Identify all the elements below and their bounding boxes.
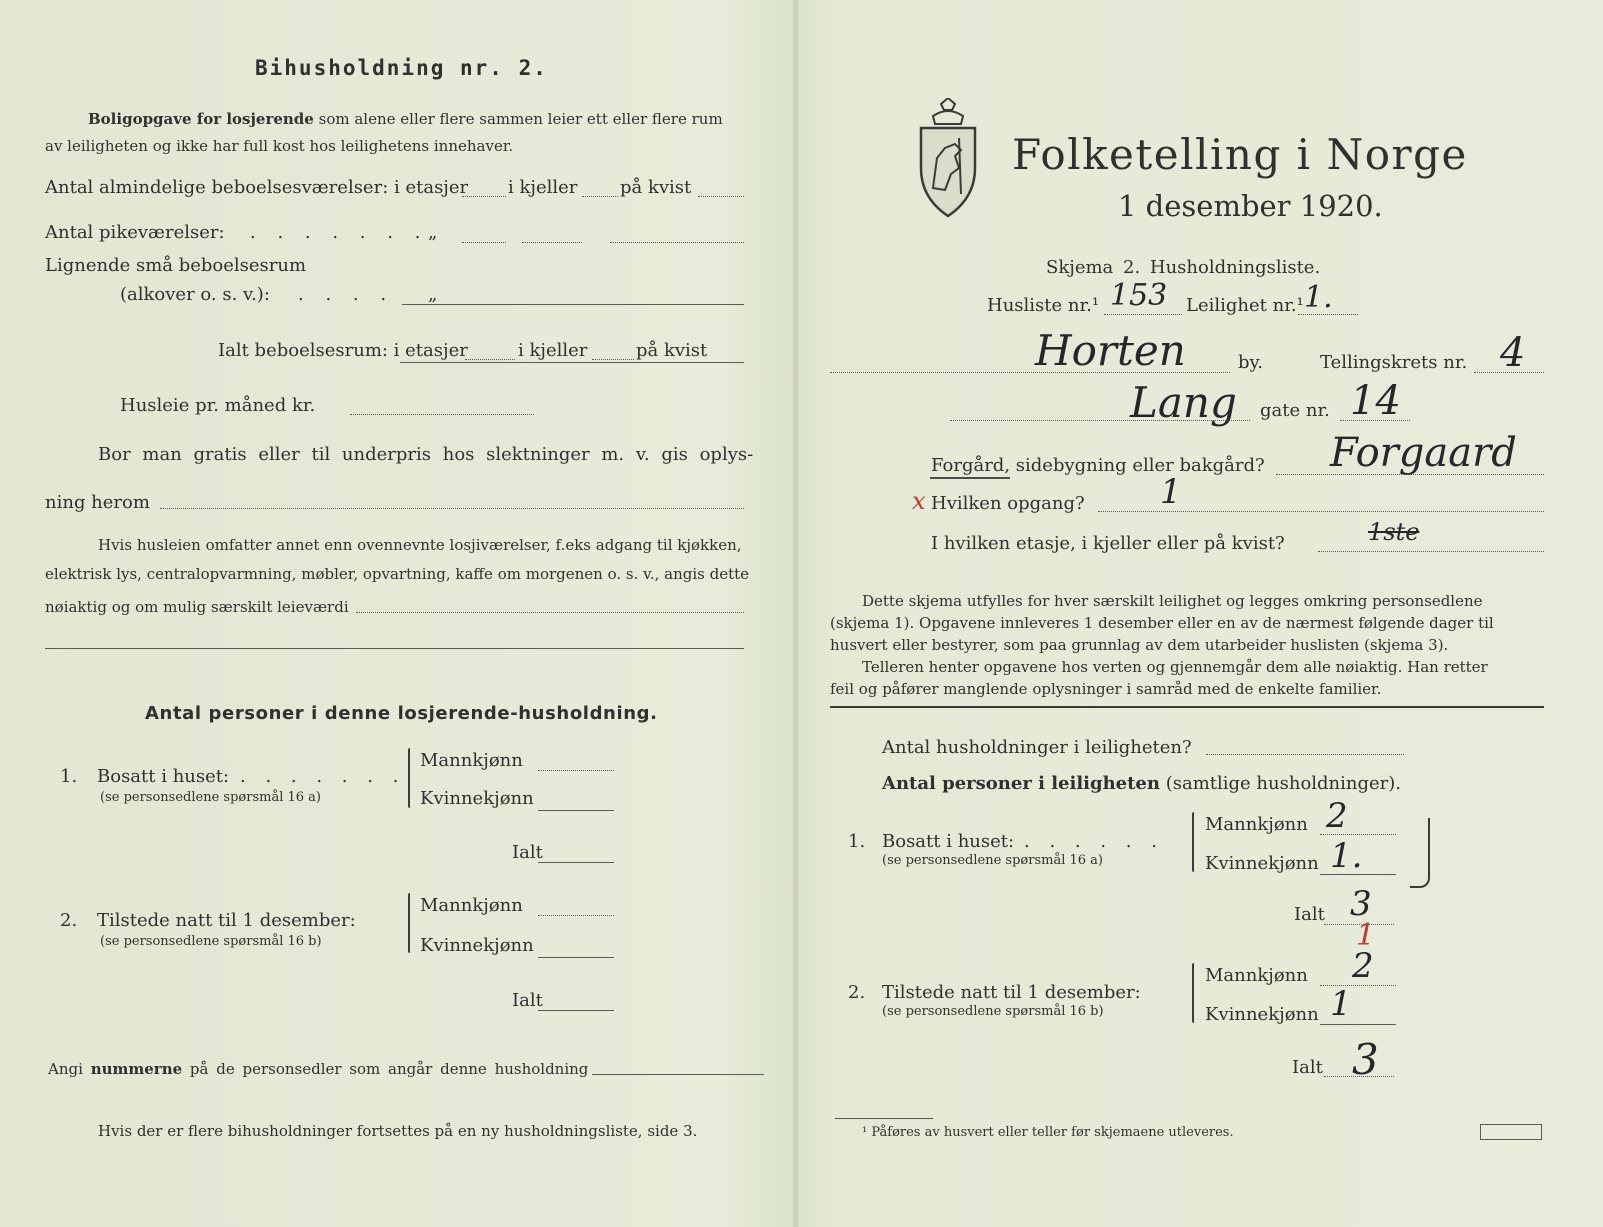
left-q2-ialt-label: Ialt [512,990,543,1011]
alkover-label: (alkover o. s. v.): [120,284,270,305]
hvis-line-1: Hvis husleien omfatter annet enn ovennevnte losjiværelser, f.eks adgang til kjøkken, [98,536,742,554]
right-q1-brace [1192,812,1194,872]
leilighet-value[interactable]: 1. [1304,280,1333,315]
gate-field [1340,420,1410,421]
leilighet-field [1298,314,1358,315]
left-q2-mann-label: Mannkjønn [420,895,523,916]
right-q2-mann-value[interactable]: 2 [1352,946,1374,986]
right-q1-ialt-value[interactable]: 3 [1350,884,1372,924]
right-q2-brace [1192,963,1194,1023]
by-label: by. [1238,352,1264,373]
left-q1-kvinne-field[interactable] [538,810,614,811]
persons-heading: Antal personer i denne losjerende-husholdning. [145,703,658,724]
lignende-label: Lignende små beboelsesrum [45,255,307,276]
right-q1-kvinne-label: Kvinnekjønn [1205,853,1319,874]
right-q2-label: Tilstede natt til 1 desember: [882,982,1141,1003]
ialt-kvist-label: på kvist [636,340,708,361]
husliste-value[interactable]: 153 [1110,278,1168,313]
ialt-etasjer-field[interactable] [465,359,515,360]
etasje-question: I hvilken etasje, i kjeller eller på kvist? [931,533,1285,554]
intro-bold: Boligopgave for losjerende [88,110,314,128]
right-q1-ialt-label: Ialt [1294,904,1325,925]
krets-field [1474,372,1544,373]
right-q1-kvinne-value[interactable]: 1. [1330,836,1363,876]
opgang-value[interactable]: 1 [1160,472,1182,512]
antal-husholdninger-field[interactable] [1206,754,1404,755]
husleie-label: Husleie pr. måned kr. [120,395,316,416]
pikevaerelser-label: Antal pikeværelser: [45,222,225,243]
pike-ditto: „ [428,222,438,243]
pike-dots: . . . . . . . [250,222,429,243]
left-q1-kvinne-label: Kvinnekjønn [420,788,534,809]
gratis-line-1: Bor man gratis eller til underpris hos slektninger m. v. gis oplys- [98,444,754,465]
footnote: ¹ Påføres av husvert eller teller før skjemaene utleveres. [862,1125,1234,1140]
left-q2-brace [408,893,410,953]
left-q1-num: 1. [60,766,78,787]
right-q2-sub: (se personsedlene spørsmål 16 b) [882,1004,1104,1019]
forgard-underline [930,477,1010,479]
right-q2-num: 2. [848,982,866,1003]
right-q1-mann-value[interactable]: 2 [1326,796,1348,836]
left-q1-mann-field[interactable] [538,770,614,771]
gratis-field[interactable] [160,508,744,509]
instr-line-2: (skjema 1). Opgavene innleveres 1 desember eller en av de nærmest følgende dager til [830,614,1494,632]
right-q1-ialt-field [1324,924,1394,925]
city-value[interactable]: Horten [1035,326,1186,375]
hvis-line-3: nøiaktig og om mulig særskilt leieværdi [45,598,349,616]
city-field [830,372,1230,373]
instr-line-3: husvert eller bestyrer, som paa grunnlag av dem utarbeider huslisten (skjema 3). [830,636,1449,654]
gratis-line-2: ning herom [45,492,150,513]
right-q1-num: 1. [848,831,866,852]
etasje-value[interactable]: 1ste [1368,518,1420,546]
street-value[interactable]: Lang [1130,378,1237,427]
intro-line-1 [88,110,723,128]
leievaerdi-field-2[interactable] [45,648,744,649]
forgard-value[interactable]: Forgaard [1330,430,1517,476]
pike-kvist-field[interactable] [610,242,744,243]
pike-kjeller-field[interactable] [522,242,582,243]
left-q1-dots: . . . . . . . [240,766,406,787]
angi-line [48,1060,588,1078]
right-q2-kvinne-value[interactable]: 1 [1330,984,1352,1024]
right-q2-mann-label: Mannkjønn [1205,965,1308,986]
left-q2-num: 2. [60,910,78,931]
forgard-question: Forgård, sidebygning eller bakgård? [931,455,1265,476]
instr-line-4: Telleren henter opgavene hos verten og gjennemgår dem alle nøiaktig. Han retter [862,658,1488,676]
husleie-field[interactable] [350,414,534,415]
right-q1-red-mark: 1 [1356,918,1376,953]
leilighet-label: Leilighet nr.¹ [1186,295,1304,316]
left-q1-ialt-field[interactable] [538,862,614,863]
intro-rest: som alene eller flere sammen leier ett eller flere rum [318,110,723,128]
schema-label: Skjema 2. Husholdningsliste. [1046,257,1321,278]
right-q2-ialt-label: Ialt [1292,1057,1323,1078]
right-q1-kvinne-field [1320,874,1396,875]
angi-post: på de personsedler som angår denne husholdning [189,1060,589,1078]
almindelige-kjeller-label: i kjeller [508,177,578,198]
leievaerdi-field[interactable] [356,612,744,613]
almindelige-kvist-label: på kvist [620,177,692,198]
left-q2-label: Tilstede natt til 1 desember: [97,910,356,931]
form-date: 1 desember 1920. [1118,189,1383,223]
husliste-field [1104,314,1182,315]
husliste-label: Husliste nr.¹ [987,295,1100,316]
angi-field[interactable] [592,1074,764,1075]
antal-personer-bold: Antal personer i leiligheten [882,773,1160,794]
antal-husholdninger-question: Antal husholdninger i leiligheten? [882,737,1192,758]
alkover-field[interactable] [402,304,744,305]
left-q2-kvinne-label: Kvinnekjønn [420,935,534,956]
etasje-field [1318,551,1544,552]
right-q1-sub: (se personsedlene spørsmål 16 a) [882,853,1103,868]
right-q2-ialt-value[interactable]: 3 [1352,1035,1379,1084]
left-q1-sub: (se personsedlene spørsmål 16 a) [100,790,321,805]
left-q2-kvinne-field[interactable] [538,957,614,958]
right-q1-label: Bosatt i huset: [882,831,1015,852]
left-q1-brace [408,748,410,808]
coat-of-arms-icon [915,98,981,218]
left-q2-sub: (se personsedlene spørsmål 16 b) [100,934,322,949]
footnote-rule [835,1118,933,1119]
ialt-underline [400,362,744,363]
krets-label: Tellingskrets nr. [1320,352,1468,373]
almindelige-kvist-field[interactable] [698,196,744,197]
hvis-line-2: elektrisk lys, centralopvarmning, møbler, opvartning, kaffe om morgenen o. s. v., angis dette [45,565,750,583]
ialt-kjeller-label: i kjeller [518,340,588,361]
antal-personer-rest: (samtlige husholdninger). [1165,773,1402,794]
pike-etasjer-field[interactable] [462,242,506,243]
left-q1-label: Bosatt i huset: [97,766,230,787]
forgard-field [1276,474,1544,475]
ialt-kjeller-field[interactable] [592,359,634,360]
right-q1-bracket [1410,818,1430,888]
form-title: Folketelling i Norge [1012,130,1468,179]
right-q1-dots: . . . . . . [1024,831,1164,852]
left-q1-mann-label: Mannkjønn [420,750,523,771]
alkover-ditto: „ [428,284,438,305]
left-q2-mann-field[interactable] [538,915,614,916]
antal-personer-line [882,773,1401,794]
ialt-beboelsesrum-label: Ialt beboelsesrum: i etasjer [218,340,468,361]
gate-value[interactable]: 14 [1350,378,1401,424]
right-q1-mann-label: Mannkjønn [1205,814,1308,835]
street-field [950,420,1250,421]
krets-value[interactable]: 4 [1500,330,1526,376]
opgang-field [1098,511,1544,512]
right-q2-kvinne-field [1320,1024,1396,1025]
right-q2-kvinne-label: Kvinnekjønn [1205,1004,1319,1025]
intro-line-2: av leiligheten og ikke har full kost hos leilighetens innehaver. [45,137,514,155]
instr-line-5: feil og påfører manglende oplysninger i samråd med de enkelte familier. [830,680,1382,698]
flere-note: Hvis der er flere bihusholdninger fortsettes på en ny husholdningsliste, side 3. [98,1122,698,1140]
opgang-question: Hvilken opgang? [931,493,1085,514]
right-q1-mann-field [1320,834,1396,835]
almindelige-etasjer-field[interactable] [462,196,506,197]
bihusholdning-heading: Bihusholdning nr. 2. [255,56,548,80]
gate-label: gate nr. [1260,400,1330,421]
instr-line-1: Dette skjema utfylles for hver særskilt leilighet og legges omkring personsedlene [862,592,1483,610]
alkover-dots: . . . . [298,284,395,305]
angi-pre: Angi [48,1060,83,1078]
almindelige-kjeller-field[interactable] [582,196,618,197]
angi-bold: nummerne [90,1060,183,1078]
page-fold [793,0,799,1227]
right-q2-ialt-field [1324,1076,1394,1077]
almindelige-label: Antal almindelige beboelsesværelser: i etasjer [45,177,469,198]
instr-divider [830,706,1544,708]
left-q1-ialt-label: Ialt [512,842,543,863]
printer-mark-icon [1480,1124,1542,1140]
left-q2-ialt-field[interactable] [538,1010,614,1011]
opgang-mark: x [912,487,926,515]
